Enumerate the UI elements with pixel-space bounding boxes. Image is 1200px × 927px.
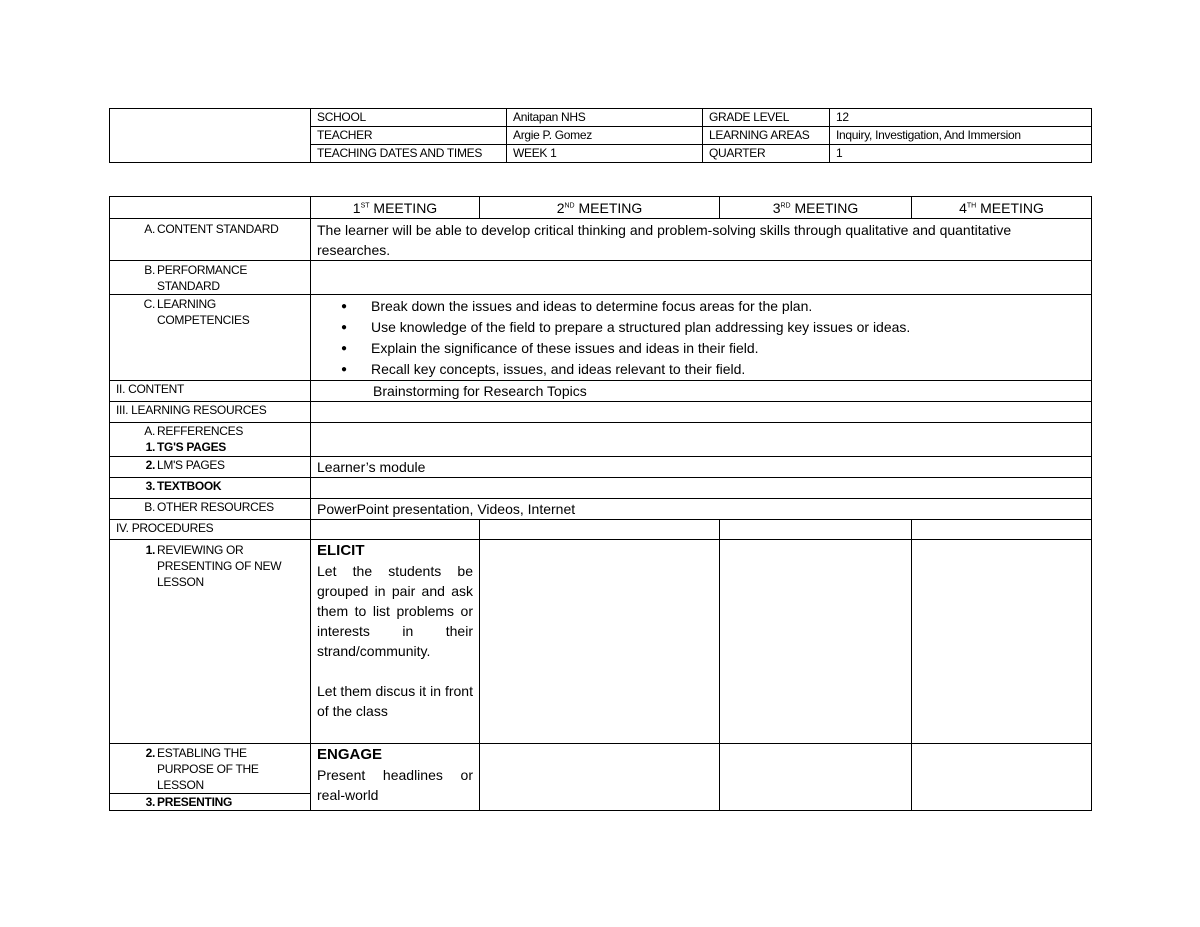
learning-competencies-label-cell: C. LEARNING COMPETENCIES bbox=[110, 295, 311, 381]
presenting-label-cell: 3. PRESENTING bbox=[110, 794, 311, 811]
other-resources-value: PowerPoint presentation, Videos, Internet bbox=[311, 499, 1092, 520]
other-resources-label: OTHER RESOURCES bbox=[157, 500, 274, 514]
elicit-text-2: Let them discus it in front of the class bbox=[317, 683, 473, 719]
learning-resources-value bbox=[311, 402, 1092, 423]
establishing-m1 bbox=[311, 744, 480, 811]
grade-level-value: 12 bbox=[830, 109, 1092, 127]
learning-competencies-value bbox=[311, 295, 1092, 381]
quarter-value: 1 bbox=[830, 145, 1092, 163]
procedures-m4 bbox=[912, 520, 1092, 540]
content-label: II. CONTENT bbox=[110, 381, 311, 402]
presenting-label: PRESENTING bbox=[157, 795, 233, 809]
competency-item: ● Recall key concepts, issues, and ideas relevant to their field. bbox=[337, 359, 1085, 380]
engage-text: Present headlines or real-world bbox=[317, 767, 473, 803]
dates-value: WEEK 1 bbox=[507, 145, 703, 163]
performance-standard-label-cell: B. PERFORMANCE STANDARD bbox=[110, 261, 311, 295]
procedures-m1 bbox=[311, 520, 480, 540]
content-value: Brainstorming for Research Topics bbox=[311, 381, 1092, 402]
elicit-text: Let the students be grouped in pair and ask them to list problems or interests in their strand/community. bbox=[317, 563, 473, 659]
meeting-header-2: 2ND MEETING bbox=[480, 197, 720, 219]
meeting-header-3: 3RD MEETING bbox=[720, 197, 912, 219]
tg-pages-value bbox=[311, 423, 1092, 457]
quarter-label: QUARTER bbox=[703, 145, 830, 163]
content-standard-value: The learner will be able to develop critical thinking and problem-solving skills through qualitative and quantitative researches. bbox=[311, 219, 1092, 261]
establishing-label-cell: 2. ESTABLING THE PURPOSE OF THE LESSON bbox=[110, 744, 311, 794]
procedures-m2 bbox=[480, 520, 720, 540]
reviewing-m4 bbox=[912, 540, 1092, 744]
content-standard-label: CONTENT STANDARD bbox=[157, 222, 279, 236]
competency-item: ● Explain the significance of these issues and ideas in their field. bbox=[337, 338, 1085, 359]
references-label-cell: A. REFFERENCES 1. TG'S PAGES bbox=[110, 423, 311, 457]
reviewing-m1 bbox=[311, 540, 480, 744]
reviewing-m2 bbox=[480, 540, 720, 744]
teacher-value: Argie P. Gomez bbox=[507, 127, 703, 145]
textbook-label: TEXTBOOK bbox=[157, 479, 222, 493]
competencies-list bbox=[317, 296, 1085, 380]
competency-item: ● Use knowledge of the field to prepare a structured plan addressing key issues or ideas. bbox=[337, 317, 1085, 338]
teacher-label: TEACHER bbox=[311, 127, 507, 145]
content-standard-label-cell: A. CONTENT STANDARD bbox=[110, 219, 311, 261]
meeting-header-1: 1ST MEETING bbox=[311, 197, 480, 219]
header-blank-cell bbox=[110, 109, 311, 163]
school-value: Anitapan NHS bbox=[507, 109, 703, 127]
dates-label: TEACHING DATES AND TIMES bbox=[311, 145, 507, 163]
reviewing-label: REVIEWING OR PRESENTING OF NEW LESSON bbox=[157, 543, 282, 589]
elicit-heading: ELICIT bbox=[317, 542, 365, 559]
procedures-label: IV. PROCEDURES bbox=[110, 520, 311, 540]
school-label: SCHOOL bbox=[311, 109, 507, 127]
performance-standard-value bbox=[311, 261, 1092, 295]
corner-cell bbox=[110, 197, 311, 219]
learning-areas-value: Inquiry, Investigation, And Immersion bbox=[830, 127, 1092, 145]
references-label: REFFERENCES bbox=[157, 424, 244, 438]
learning-competencies-label: LEARNING COMPETENCIES bbox=[157, 297, 250, 327]
lm-pages-label-cell: 2. LM'S PAGES bbox=[110, 457, 311, 478]
competency-item: ● Break down the issues and ideas to determine focus areas for the plan. bbox=[337, 296, 1085, 317]
establishing-m2 bbox=[480, 744, 720, 811]
establishing-m4 bbox=[912, 744, 1092, 811]
reviewing-label-cell: 1. REVIEWING OR PRESENTING OF NEW LESSON bbox=[110, 540, 311, 744]
learning-areas-label: LEARNING AREAS bbox=[703, 127, 830, 145]
procedures-m3 bbox=[720, 520, 912, 540]
tg-pages-label: TG'S PAGES bbox=[157, 440, 226, 454]
reviewing-m3 bbox=[720, 540, 912, 744]
textbook-value bbox=[311, 478, 1092, 499]
engage-heading: ENGAGE bbox=[317, 746, 383, 763]
lm-pages-label: LM'S PAGES bbox=[157, 458, 225, 472]
performance-standard-label: PERFORMANCE STANDARD bbox=[157, 263, 248, 293]
header-table bbox=[109, 108, 1092, 163]
other-resources-label-cell: B. OTHER RESOURCES bbox=[110, 499, 311, 520]
lm-pages-value: Learner’s module bbox=[311, 457, 1092, 478]
establishing-label: ESTABLING THE PURPOSE OF THE LESSON bbox=[157, 746, 259, 792]
lesson-plan-table bbox=[109, 196, 1092, 811]
textbook-label-cell: 3. TEXTBOOK bbox=[110, 478, 311, 499]
meeting-header-4: 4TH MEETING bbox=[912, 197, 1092, 219]
learning-resources-label: III. LEARNING RESOURCES bbox=[110, 402, 311, 423]
establishing-m3 bbox=[720, 744, 912, 811]
grade-level-label: GRADE LEVEL bbox=[703, 109, 830, 127]
